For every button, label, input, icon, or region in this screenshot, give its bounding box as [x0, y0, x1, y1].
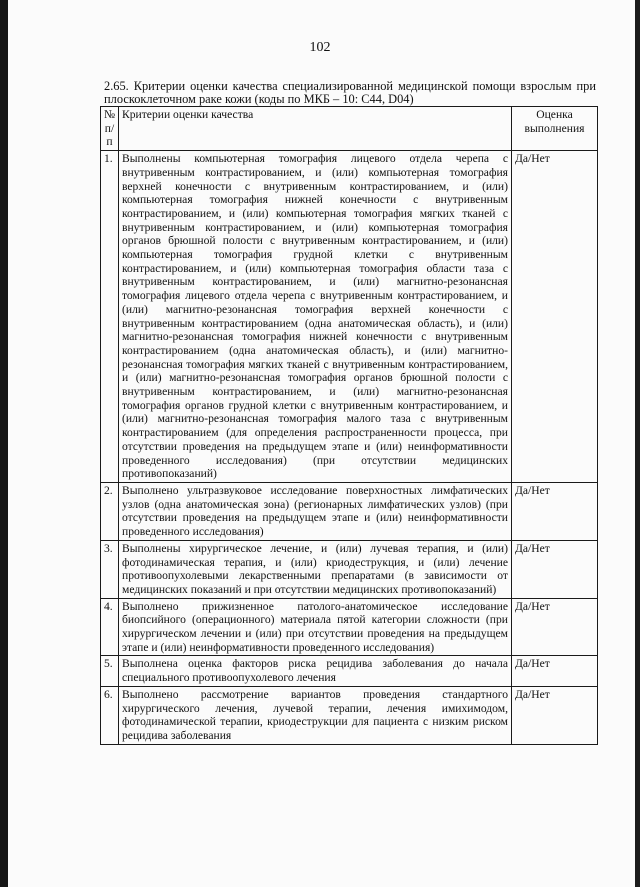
row-number: 5. [101, 656, 119, 686]
page-number: 102 [309, 40, 331, 55]
table-row [101, 598, 598, 656]
row-number: 1. [101, 151, 119, 483]
row-grade: Да/Нет [512, 656, 598, 686]
table-row [101, 686, 598, 744]
header-criteria: Критерии оценки качества [119, 107, 512, 151]
row-criterion: Выполнено рассмотрение вариантов проведения стандартного хирургического лечения, лучевой терапии, лечения имихимодом, фотодинамической терапии, криодеструкции для пациента с низким риском рецидива заболевания [119, 686, 512, 744]
row-grade: Да/Нет [512, 686, 598, 744]
table-row [101, 482, 598, 540]
row-criterion: Выполнены компьютерная томография лицевого отдела черепа с внутривенным контрастированием, и (или) компьютерная томография верхней конечности с внутривенным контрастированием, и (или) компьютерная томография нижней конечности с внутривенным контрастированием, и (или) компьютерная томография мягких тканей с внутривенным контрастированием, и (или) компьютерная томография органов брюшной полости с внутривенным контрастированием, и (или) компьютерная томография грудной клетки с внутривенным контрастированием, и (или) компьютерная томография области таза с внутривенным контрастированием, и (или) магнитно-резонансная томография лицевого отдела черепа с внутривенным контрастированием, и (или) магнитно-резонансная томография верхней конечности с внутривенным контрастированием (одна анатомическая область), и (или) магнитно-резонансная томография нижней конечности с внутривенным контрастированием (одна анатомическая область), и (или) магнитно-резонансная томография мягких тканей с внутривенным контрастированием, и (или) магнитно-резонансная томография органов брюшной полости с внутривенным контрастированием, и (или) магнитно-резонансная томография органов грудной клетки с внутривенным контрастированием, и (или) магнитно-резонансная томография малого таза с внутривенным контрастированием (для определения распространенности процесса, при отсутствии проведения на предыдущем этапе и (или) неинформативности проведенного исследования) (при отсутствии медицинских противопоказаний) [119, 151, 512, 483]
scan-border-right [635, 0, 640, 887]
row-number: 4. [101, 598, 119, 656]
row-grade: Да/Нет [512, 482, 598, 540]
row-criterion: Выполнено ультразвуковое исследование поверхностных лимфатических узлов (одна анатомическая зона) (регионарных лимфатических узлов) (при отсутствии проведения на предыдущем этапе и (или) неинформативности проведенного исследования) [119, 482, 512, 540]
row-number: 3. [101, 540, 119, 598]
table-row [101, 656, 598, 686]
row-number: 2. [101, 482, 119, 540]
row-criterion: Выполнена оценка факторов риска рецидива заболевания до начала специального противоопухолевого лечения [119, 656, 512, 686]
row-grade: Да/Нет [512, 151, 598, 483]
table-row [101, 151, 598, 483]
row-number: 6. [101, 686, 119, 744]
row-grade: Да/Нет [512, 540, 598, 598]
header-number: № п/п [101, 107, 119, 151]
criteria-table [100, 106, 598, 745]
row-criterion: Выполнено прижизненное патолого-анатомическое исследование биопсийного (операционного) материала пятой категории сложности (при хирургическом лечении и (или) при отсутствии проведения на предыдущем этапе и (или) неинформативности проведенного исследования) [119, 598, 512, 656]
table-row [101, 540, 598, 598]
row-criterion: Выполнены хирургическое лечение, и (или) лучевая терапия, и (или) фотодинамическая терапия, и (или) криодеструкция, и (или) лечение противоопухолевыми лекарственными препаратами (в зависимости от медицинских показаний и при отсутствии медицинских противопоказаний) [119, 540, 512, 598]
scan-border-left [0, 0, 8, 887]
row-grade: Да/Нет [512, 598, 598, 656]
section-heading: 2.65. Критерии оценки качества специализированной медицинской помощи взрослым при плоскоклеточном раке кожи (коды по МКБ – 10: C44, D04) [104, 79, 596, 106]
table-header-row [101, 107, 598, 151]
header-grade: Оценка выполнения [512, 107, 598, 151]
